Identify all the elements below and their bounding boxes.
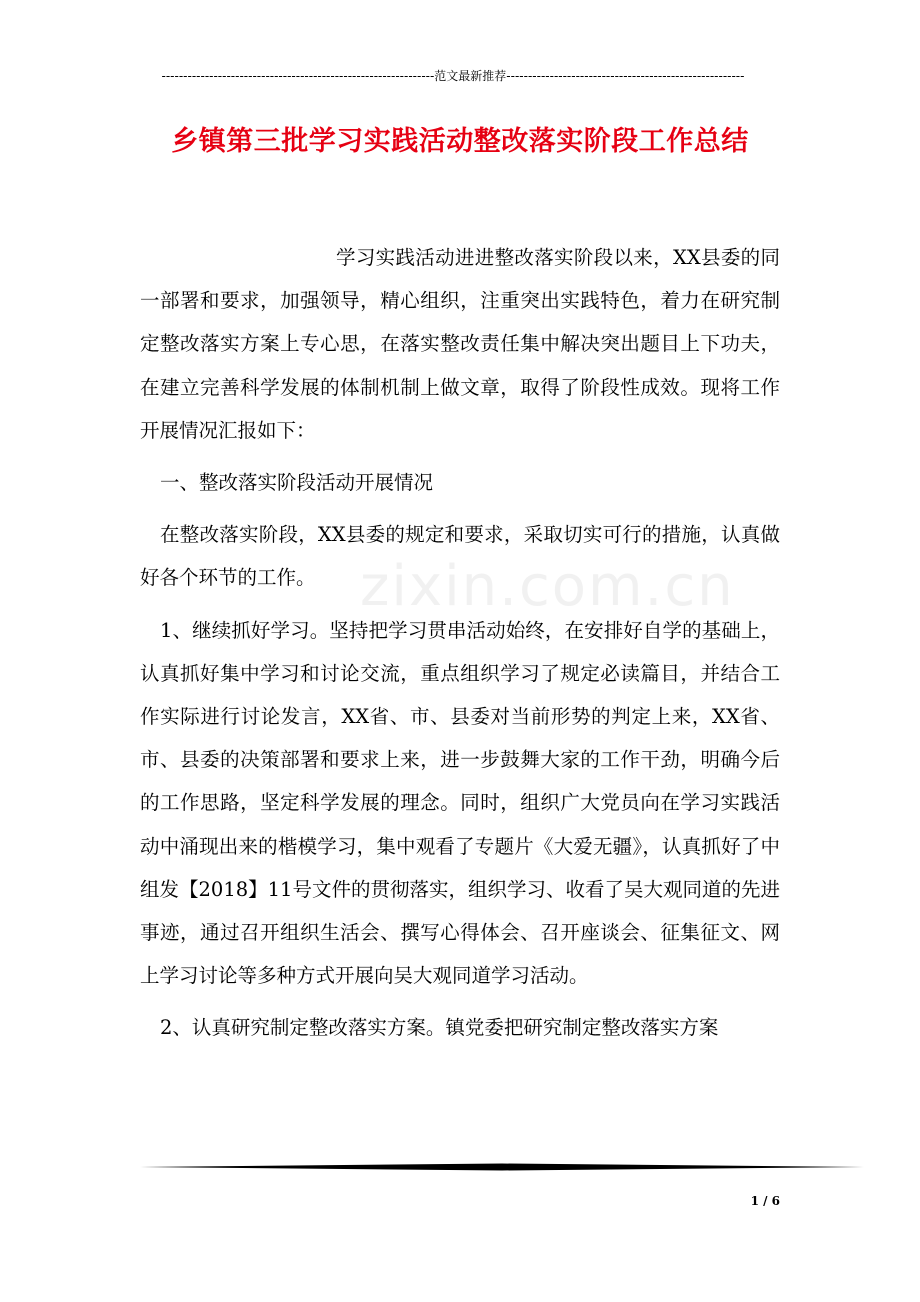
intro-paragraph: 学习实践活动进进整改落实阶段以来，XX县委的同一部署和要求，加强领导，精心组织，注重突出实践特色，着力在研究制定整改落实方案上专心思，在落实整改责任集中解决突出题目上下功夫，在建立完善科学发展的体制机制上做文章，取得了阶段性成效。现将工作开展情况汇报如下： [140, 246, 780, 442]
header-label: ---------------------------------------------------------------范文最新推荐------------------------------------------------------- [161, 69, 745, 83]
document-title: 乡镇第三批学习实践活动整改落实阶段工作总结 [171, 126, 749, 157]
section-heading: 一、整改落实阶段活动开展情况 [160, 471, 434, 495]
page-number: 1 / 6 [750, 1194, 780, 1208]
body-paragraph: 2、认真研究制定整改落实方案。镇党委把研究制定整改落实方案 [160, 1016, 719, 1040]
document-body [140, 236, 780, 1059]
body-paragraph: 在整改落实阶段，XX县委的规定和要求，采取切实可行的措施，认真做好各个环节的工作。 [140, 523, 780, 590]
body-paragraph: 1、继续抓好学习。坚持把学习贯串活动始终，在安排好自学的基础上，认真抓好集中学习和讨论交流，重点组织学习了规定必读篇目，并结合工作实际进行讨论发言，XX省、市、县委对当前形势的判定上来，XX省、市、县委的决策部署和要求上来，进一步鼓舞大家的工作干劲，明确今后的工作思路，坚定科学发展的理念。同时，组织广大党员向在学习实践活动中涌现出来的楷模学习，集中观看了专题片《大爱无疆》，认真抓好了中组发【2018】11号文件的贯彻落实，组织学习、收看了吴大观同道的先进事迹，通过召开组织生活会、撰写心得体会、召开座谈会、征集征文、网上学习讨论等多种方式开展向吴大观同道学习活动。 [140, 618, 780, 988]
header-banner [140, 68, 766, 84]
watermark-text: zixin.com.cn [360, 554, 735, 619]
footer-divider [140, 1163, 864, 1171]
